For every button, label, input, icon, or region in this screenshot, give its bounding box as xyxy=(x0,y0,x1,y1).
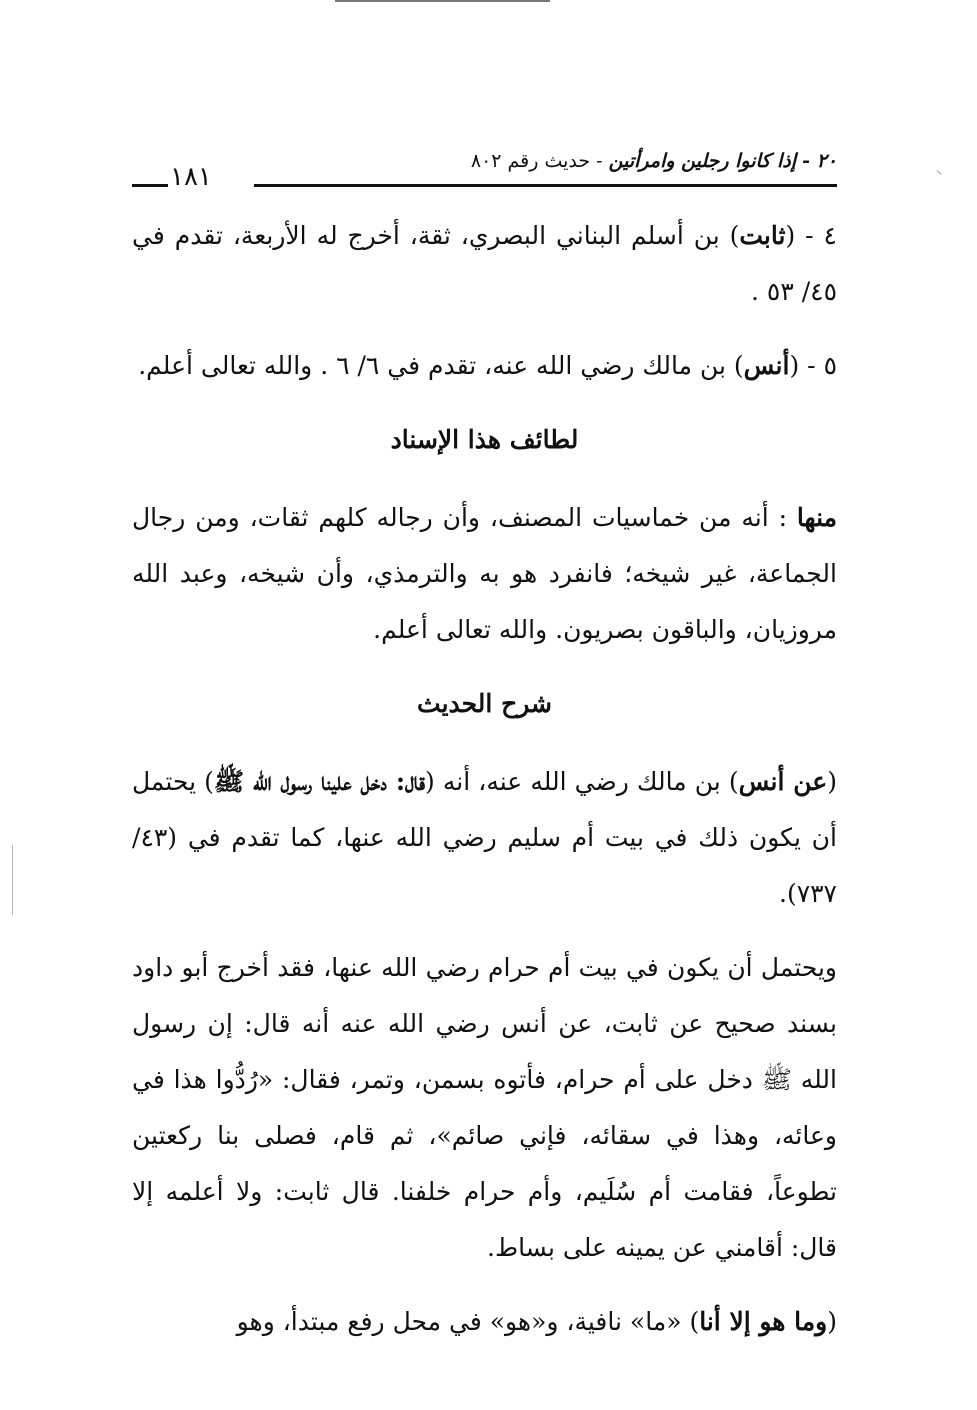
section-heading-lataif: لطائف هذا الإسناد xyxy=(390,425,579,454)
page-number: ١٨١ xyxy=(170,162,212,192)
scan-edge-mark xyxy=(12,845,13,915)
narrator-4-text: ) بن أسلم البناني البصري، ثقة، أخرج له الأربعة، تقدم في ٤٥/ ٥٣ . xyxy=(132,221,837,306)
sharh-p1-bold-1: عن أنس xyxy=(738,767,828,796)
section-heading-sharh: شرح الحديث xyxy=(417,689,552,718)
header-number: ٢٠ - xyxy=(802,150,837,172)
sharh-p1-bold-2: قال: دخل علينا رسول الله ﷺ xyxy=(213,767,425,796)
narrator-4-name: ثابت xyxy=(739,221,786,250)
sharh-p3-rest: ) «ما» نافية، و«هو» في محل رفع مبتدأ، وهو xyxy=(236,1307,700,1336)
sharh-paragraph-3 xyxy=(132,1294,837,1350)
narrator-5-text: ) بن مالك رضي الله عنه، تقدم في ٦/ ٦ . والله تعالى أعلم. xyxy=(138,351,744,380)
sharh-p1-open: ( xyxy=(827,767,837,796)
sharh-p1-mid: ) بن مالك رضي الله عنه، أنه ( xyxy=(424,767,739,796)
lataif-paragraph xyxy=(132,490,837,658)
page-body xyxy=(132,208,837,1368)
narrator-4 xyxy=(132,208,837,320)
scan-mark xyxy=(936,170,941,175)
header-title xyxy=(471,150,837,172)
header-rule-right xyxy=(254,184,837,187)
lataif-text: : أنه من خماسيات المصنف، وأن رجاله كلهم ثقات، ومن رجال الجماعة، غير شيخه؛ فانفرد هو به والترمذي، وأن شيخه، وعبد الله مروزيان، والباقون بصريون. والله تعالى أعلم. xyxy=(132,503,837,644)
sharh-p3-bold: وما هو إلا أنا xyxy=(699,1307,828,1336)
lataif-lead: منها xyxy=(796,503,837,532)
sharh-p1-rest: ) يحتمل أن يكون ذلك في بيت أم سليم رضي الله عنها، كما تقدم في (٤٣/ ٧٣٧). xyxy=(132,767,837,908)
running-header xyxy=(132,140,837,190)
header-chapter-title: إذا كانوا رجلين وامرأتين xyxy=(608,150,797,172)
narrator-5-prefix: ٥ - ( xyxy=(789,351,837,380)
header-hadith-number: - حديث رقم ٨٠٢ xyxy=(470,150,603,172)
narrator-5-name: أنس xyxy=(743,351,790,380)
sharh-paragraph-2: ويحتمل أن يكون في بيت أم حرام رضي الله عنها، فقد أخرج أبو داود بسند صحيح عن ثابت، عن أنس رضي الله عنه أنه قال: إن رسول الله ﷺ دخل على أم حرام، فأتوه بسمن، وتمر، فقال: «رُدُّوا هذا في وعائه، وهذا في سقائه، فإني صائم»، ثم قام، فصلى بنا ركعتين تطوعاً، فقامت أم سُلَيم، وأم حرام خلفنا. قال ثابت: ولا أعلمه إلا قال: أقامني عن يمينه على بساط. xyxy=(132,953,837,1262)
header-rule-left xyxy=(132,184,168,187)
narrator-4-prefix: ٤ - ( xyxy=(785,221,837,250)
top-edge-rule xyxy=(335,0,550,2)
sharh-paragraph-1 xyxy=(132,754,837,922)
sharh-p3-open: ( xyxy=(827,1307,837,1336)
narrator-5 xyxy=(132,338,837,394)
